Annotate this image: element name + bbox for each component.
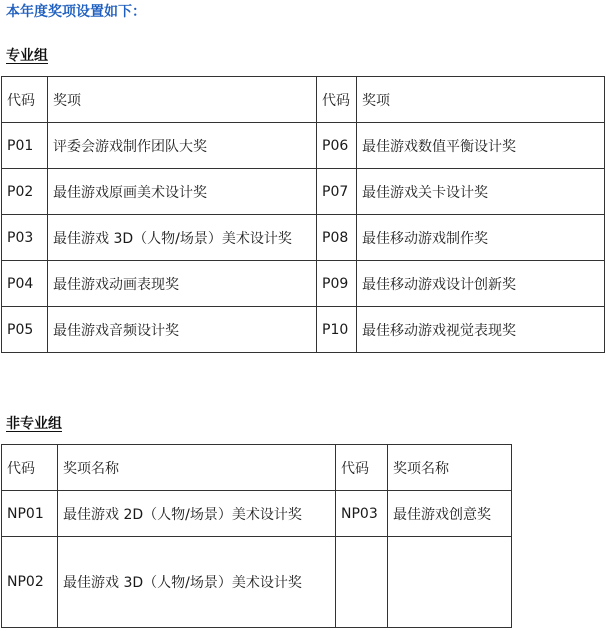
table-row [2, 537, 512, 628]
table-row [2, 307, 605, 353]
award-code [336, 537, 388, 628]
table-header-row [2, 77, 605, 123]
award-name: 最佳游戏 3D（人物/场景）美术设计奖 [48, 215, 317, 261]
award-name: 最佳游戏动画表现奖 [48, 261, 317, 307]
award-name: 最佳游戏音频设计奖 [48, 307, 317, 353]
header-award: 奖项名称 [58, 445, 336, 491]
award-name: 最佳游戏原画美术设计奖 [48, 169, 317, 215]
table-row [2, 491, 512, 537]
header-code: 代码 [317, 77, 357, 123]
award-name: 最佳移动游戏设计创新奖 [357, 261, 605, 307]
award-code: P05 [2, 307, 48, 353]
award-name: 最佳游戏 2D（人物/场景）美术设计奖 [58, 491, 336, 537]
award-name [388, 537, 512, 628]
table-row [2, 169, 605, 215]
award-code: P03 [2, 215, 48, 261]
header-award: 奖项名称 [388, 445, 512, 491]
award-code: NP01 [2, 491, 58, 537]
award-name: 最佳移动游戏视觉表现奖 [357, 307, 605, 353]
table-header-row [2, 445, 512, 491]
award-code: P04 [2, 261, 48, 307]
professional-awards-table [1, 76, 605, 353]
award-code: NP03 [336, 491, 388, 537]
header-award: 奖项 [48, 77, 317, 123]
award-name: 最佳游戏 3D（人物/场景）美术设计奖 [58, 537, 336, 628]
header-code: 代码 [2, 77, 48, 123]
header-code: 代码 [336, 445, 388, 491]
award-code: NP02 [2, 537, 58, 628]
award-code: P09 [317, 261, 357, 307]
award-name: 最佳游戏数值平衡设计奖 [357, 123, 605, 169]
award-code: P02 [2, 169, 48, 215]
award-code: P01 [2, 123, 48, 169]
award-name: 最佳游戏创意奖 [388, 491, 512, 537]
award-name: 最佳游戏关卡设计奖 [357, 169, 605, 215]
non-professional-awards-table [1, 444, 512, 628]
header-code: 代码 [2, 445, 58, 491]
table-row [2, 123, 605, 169]
intro-heading: 本年度奖项设置如下： [6, 4, 146, 20]
header-award: 奖项 [357, 77, 605, 123]
professional-section-title: 专业组 [6, 48, 48, 64]
table-row [2, 261, 605, 307]
award-code: P08 [317, 215, 357, 261]
award-code: P06 [317, 123, 357, 169]
table-row [2, 215, 605, 261]
award-code: P10 [317, 307, 357, 353]
award-code: P07 [317, 169, 357, 215]
non-professional-section-title: 非专业组 [6, 416, 62, 432]
award-name: 评委会游戏制作团队大奖 [48, 123, 317, 169]
award-name: 最佳移动游戏制作奖 [357, 215, 605, 261]
